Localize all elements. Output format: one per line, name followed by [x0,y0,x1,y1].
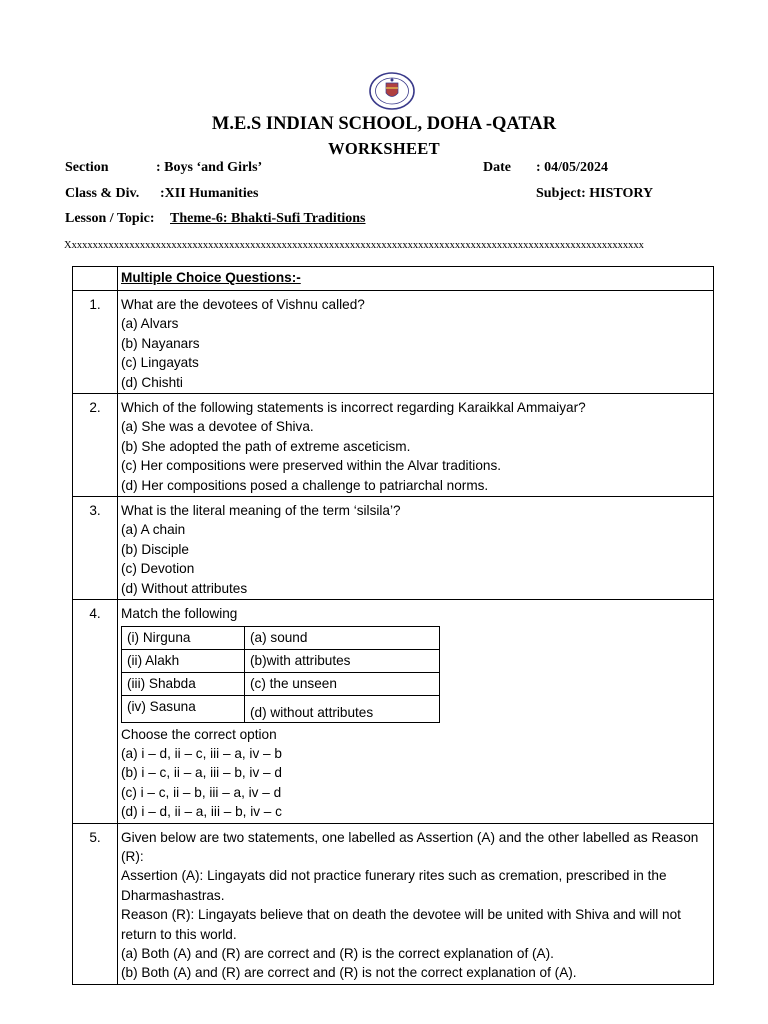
question-number: 3. [73,497,118,600]
date-value: : 04/05/2024 [536,160,608,175]
table-header-row [73,267,714,291]
option: (a) Both (A) and (R) are correct and (R) is the correct explanation of (A). [121,945,554,961]
match-table [121,626,440,723]
option: (d) Her compositions posed a challenge to patriarchal norms. [121,477,489,493]
option: (b) Nayanars [121,335,200,351]
class-label: Class & Div. [65,186,140,201]
school-name: M.E.S INDIAN SCHOOL, DOHA -QATAR [211,114,557,134]
subject: Subject: HISTORY [536,186,654,201]
class-value: :XII Humanities [160,186,259,201]
question-number: 4. [73,600,118,823]
option: (c) i – c, ii – b, iii – a, iv – d [121,784,282,800]
match-row [122,649,440,672]
reason-text: Reason (R): Lingayats believe that on death the devotee will be united with Shiva and will not return to this world. [121,907,681,942]
match-right: (b)with attributes [245,649,440,672]
match-left: (iii) Shabda [122,672,245,695]
question-table [72,266,714,985]
option: (d) Without attributes [121,580,248,596]
match-row [122,626,440,649]
section-label: Section [65,160,109,175]
match-row [122,672,440,695]
lesson-label: Lesson / Topic: [65,211,155,226]
question-number: 5. [73,823,118,984]
assertion-text: Assertion (A): Lingayats did not practice funerary rites such as cremation, prescribed in the Dharmashastras. [121,868,667,903]
option: (a) A chain [121,522,186,538]
section-value: : Boys ‘and Girls’ [156,160,263,175]
question-text: Which of the following statements is incorrect regarding Karaikkal Ammaiyar? [121,400,586,416]
option: (b) Disciple [121,541,189,557]
option: (c) Her compositions were preserved within the Alvar traditions. [121,458,502,474]
question-text: Given below are two statements, one labelled as Assertion (A) and the other labelled as Reason (R): [121,829,699,864]
question-body [118,497,714,600]
lesson-value: Theme-6: Bhakti-Sufi Traditions [170,211,366,226]
question-row [73,291,714,394]
school-crest-logo [367,71,417,111]
question-row [73,394,714,497]
question-row [73,823,714,984]
match-right: (c) the unseen [245,672,440,695]
match-left: (i) Nirguna [122,626,245,649]
match-right: (a) sound [245,626,440,649]
option: (c) Devotion [121,561,195,577]
question-body [118,823,714,984]
document-title: WORKSHEET [328,139,440,158]
match-row [122,695,440,722]
separator-line: Xxxxxxxxxxxxxxxxxxxxxxxxxxxxxxxxxxxxxxxxxxxxxxxxxxxxxxxxxxxxxxxxxxxxxxxxxxxxxxxxxxxxxxxxxxxxxxxxxxxxxxxxxxxxxx [64,240,644,251]
question-body [118,394,714,497]
option: (c) Lingayats [121,355,199,371]
header-num-cell [73,267,118,291]
date-label: Date [483,160,511,175]
mcq-heading-cell [118,267,714,291]
instruction-text: Choose the correct option [121,726,277,742]
match-right: (d) without attributes [245,695,440,722]
question-body [118,291,714,394]
question-number: 1. [73,291,118,394]
option: (b) Both (A) and (R) are correct and (R) is not the correct explanation of (A). [121,965,577,981]
match-left: (ii) Alakh [122,649,245,672]
question-row [73,497,714,600]
option: (b) She adopted the path of extreme asceticism. [121,438,411,454]
option: (d) i – d, ii – a, iii – b, iv – c [121,804,282,820]
match-left: (iv) Sasuna [122,695,245,722]
option: (a) She was a devotee of Shiva. [121,419,314,435]
question-text: Match the following [121,606,238,622]
option: (a) i – d, ii – c, iii – a, iv – b [121,745,282,761]
question-body [118,600,714,823]
question-text: What are the devotees of Vishnu called? [121,297,365,312]
question-text: What is the literal meaning of the term ‘silsila’? [121,503,401,519]
option: (a) Alvars [121,316,179,332]
mcq-heading: Multiple Choice Questions:- [121,270,301,285]
option: (d) Chishti [121,374,183,390]
option: (b) i – c, ii – a, iii – b, iv – d [121,765,282,781]
question-row [73,600,714,823]
question-number: 2. [73,394,118,497]
